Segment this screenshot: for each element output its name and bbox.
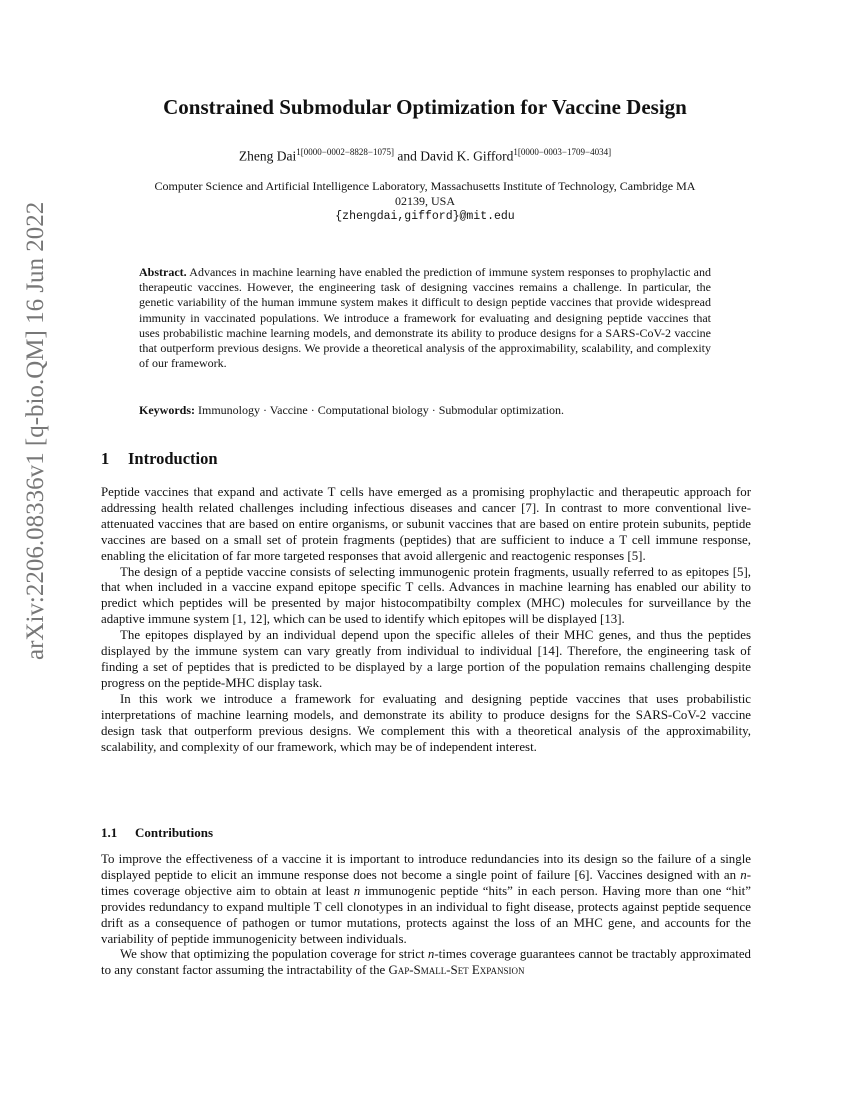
author-line (100, 147, 750, 165)
intro-paragraph-4: In this work we introduce a framework for evaluating and designing peptide vaccines that uses probabilistic interpretations of machine learning models, and demonstrate its ability to produce designs for the SARS-CoV-2 vaccine design task that outperform previous designs. We complement this with a theoretical analysis of the approximability, scalability, and complexity of our framework, which may be of independent interest. (101, 691, 751, 754)
keywords (139, 403, 711, 418)
section-number: 1 (101, 449, 110, 468)
author-2-orcid: 1[0000−0003−1709−4034] (513, 147, 612, 157)
problem-name: Gap-Small-Set Expansion (388, 963, 525, 978)
author-email: {zhengdai,gifford}@mit.edu (335, 210, 515, 223)
paper-title: Constrained Submodular Optimization for Vaccine Design (163, 95, 687, 119)
abstract-label: Abstract. (139, 265, 187, 279)
section-title: Introduction (128, 449, 218, 468)
abstract-text: Advances in machine learning have enabled the prediction of immune system responses to prophylactic and therapeutic vaccines. However, the engineering task of designing vaccines remains a challenge. In particular, the genetic variability of the human immune system makes it difficult to design peptide vaccines that provide widespread immunity in vaccinated populations. We introduce a framework for evaluating and designing peptide vaccines that uses probabilistic machine learning models, and demonstrate its ability to produce designs for a SARS-CoV-2 vaccine that outperform previous designs. We provide a theoretical analysis of the approximability, scalability, and complexity of our framework. (139, 265, 712, 371)
math-n: n (427, 947, 435, 962)
keywords-text: Immunology · Vaccine · Computational biology · Submodular optimization. (198, 403, 565, 417)
math-n: n (740, 867, 747, 882)
subsection-number: 1.1 (101, 825, 118, 840)
intro-paragraph-2: The design of a peptide vaccine consists of selecting immunogenic protein fragments, usually referred to as epitopes [5], that when included in a vaccine expand epitope specific T cells. Advances in machine learning has enabled our ability to predict which peptides will be presented by major histocompatibilty complex (MHC) molecules for surveillance by the adaptive immune system [1, 12], which can be used to identify which epitopes will be displayed [13]. (101, 564, 751, 627)
author-1-orcid: 1[0000−0002−8828−1075] (296, 147, 394, 157)
introduction-body (101, 485, 751, 755)
abstract (139, 265, 711, 371)
arxiv-identifier: arXiv:2206.08336v1 [q-bio.QM] 16 Jun 2022 (22, 201, 49, 660)
keywords-label: Keywords: (139, 403, 195, 417)
contributions-paragraph-2: We show that optimizing the population coverage for strict n-times coverage guarantees cannot be tractably approximated to any constant factor assuming the intractability of the Gap-Small-Set Expansion (101, 947, 751, 978)
contributions-body (101, 852, 751, 979)
intro-paragraph-1: Peptide vaccines that expand and activate T cells have emerged as a promising prophylactic and therapeutic approach for addressing health related challenges including infectious diseases and cancer [7]. In contrast to more conventional live-attenuated vaccines that are based on entire organisms, or subunit vaccines that are based on entire protein subunits, peptide vaccines are based on a small set of protein fragments (peptides) that are sufficient to induce a T cell immune response, enabling the elicitation of far more targeted responses that avoid allergenic and reactogenic responses [5]. (101, 485, 751, 563)
affiliation (100, 179, 750, 224)
affiliation-line-1: Computer Science and Artificial Intelligence Laboratory, Massachusetts Institute of Technology, Cambridge MA (154, 179, 696, 193)
section-heading-introduction (101, 449, 218, 469)
author-1-name: Zheng Dai (238, 148, 297, 164)
contributions-paragraph-1: To improve the effectiveness of a vaccine it is important to introduce redundancies into its design so the failure of a single displayed peptide to elicit an immune response does not become a single point of failure [6]. Vaccines designed with an n-times coverage objective aim to obtain at least n immunogenic peptide “hits” in each person. Having more than one “hit” provides redundancy to expand multiple T cell clonotypes in an individual to fight disease, protects against peptide sequence drift as a consequence of pathogen or tumor mutations, protects against the loss of an MHC gene, and accounts for the variability of peptide immunogenicity between individuals. (101, 852, 751, 946)
subsection-title: Contributions (135, 825, 214, 840)
author-2-name: David K. Gifford (420, 148, 514, 164)
author-conjunction: and (397, 148, 417, 164)
affiliation-line-2: 02139, USA (394, 194, 455, 208)
intro-paragraph-3: The epitopes displayed by an individual depend upon the specific alleles of their MHC genes, and thus the peptides displayed by the immune system can vary greatly from individual to individual [14]. Therefore, the engineering task of finding a set of peptides that is predicted to be displayed by a large portion of the population remains challenging despite progress on the peptide-MHC display task. (101, 628, 751, 690)
math-n: n (353, 883, 361, 898)
subsection-heading-contributions (101, 825, 213, 841)
